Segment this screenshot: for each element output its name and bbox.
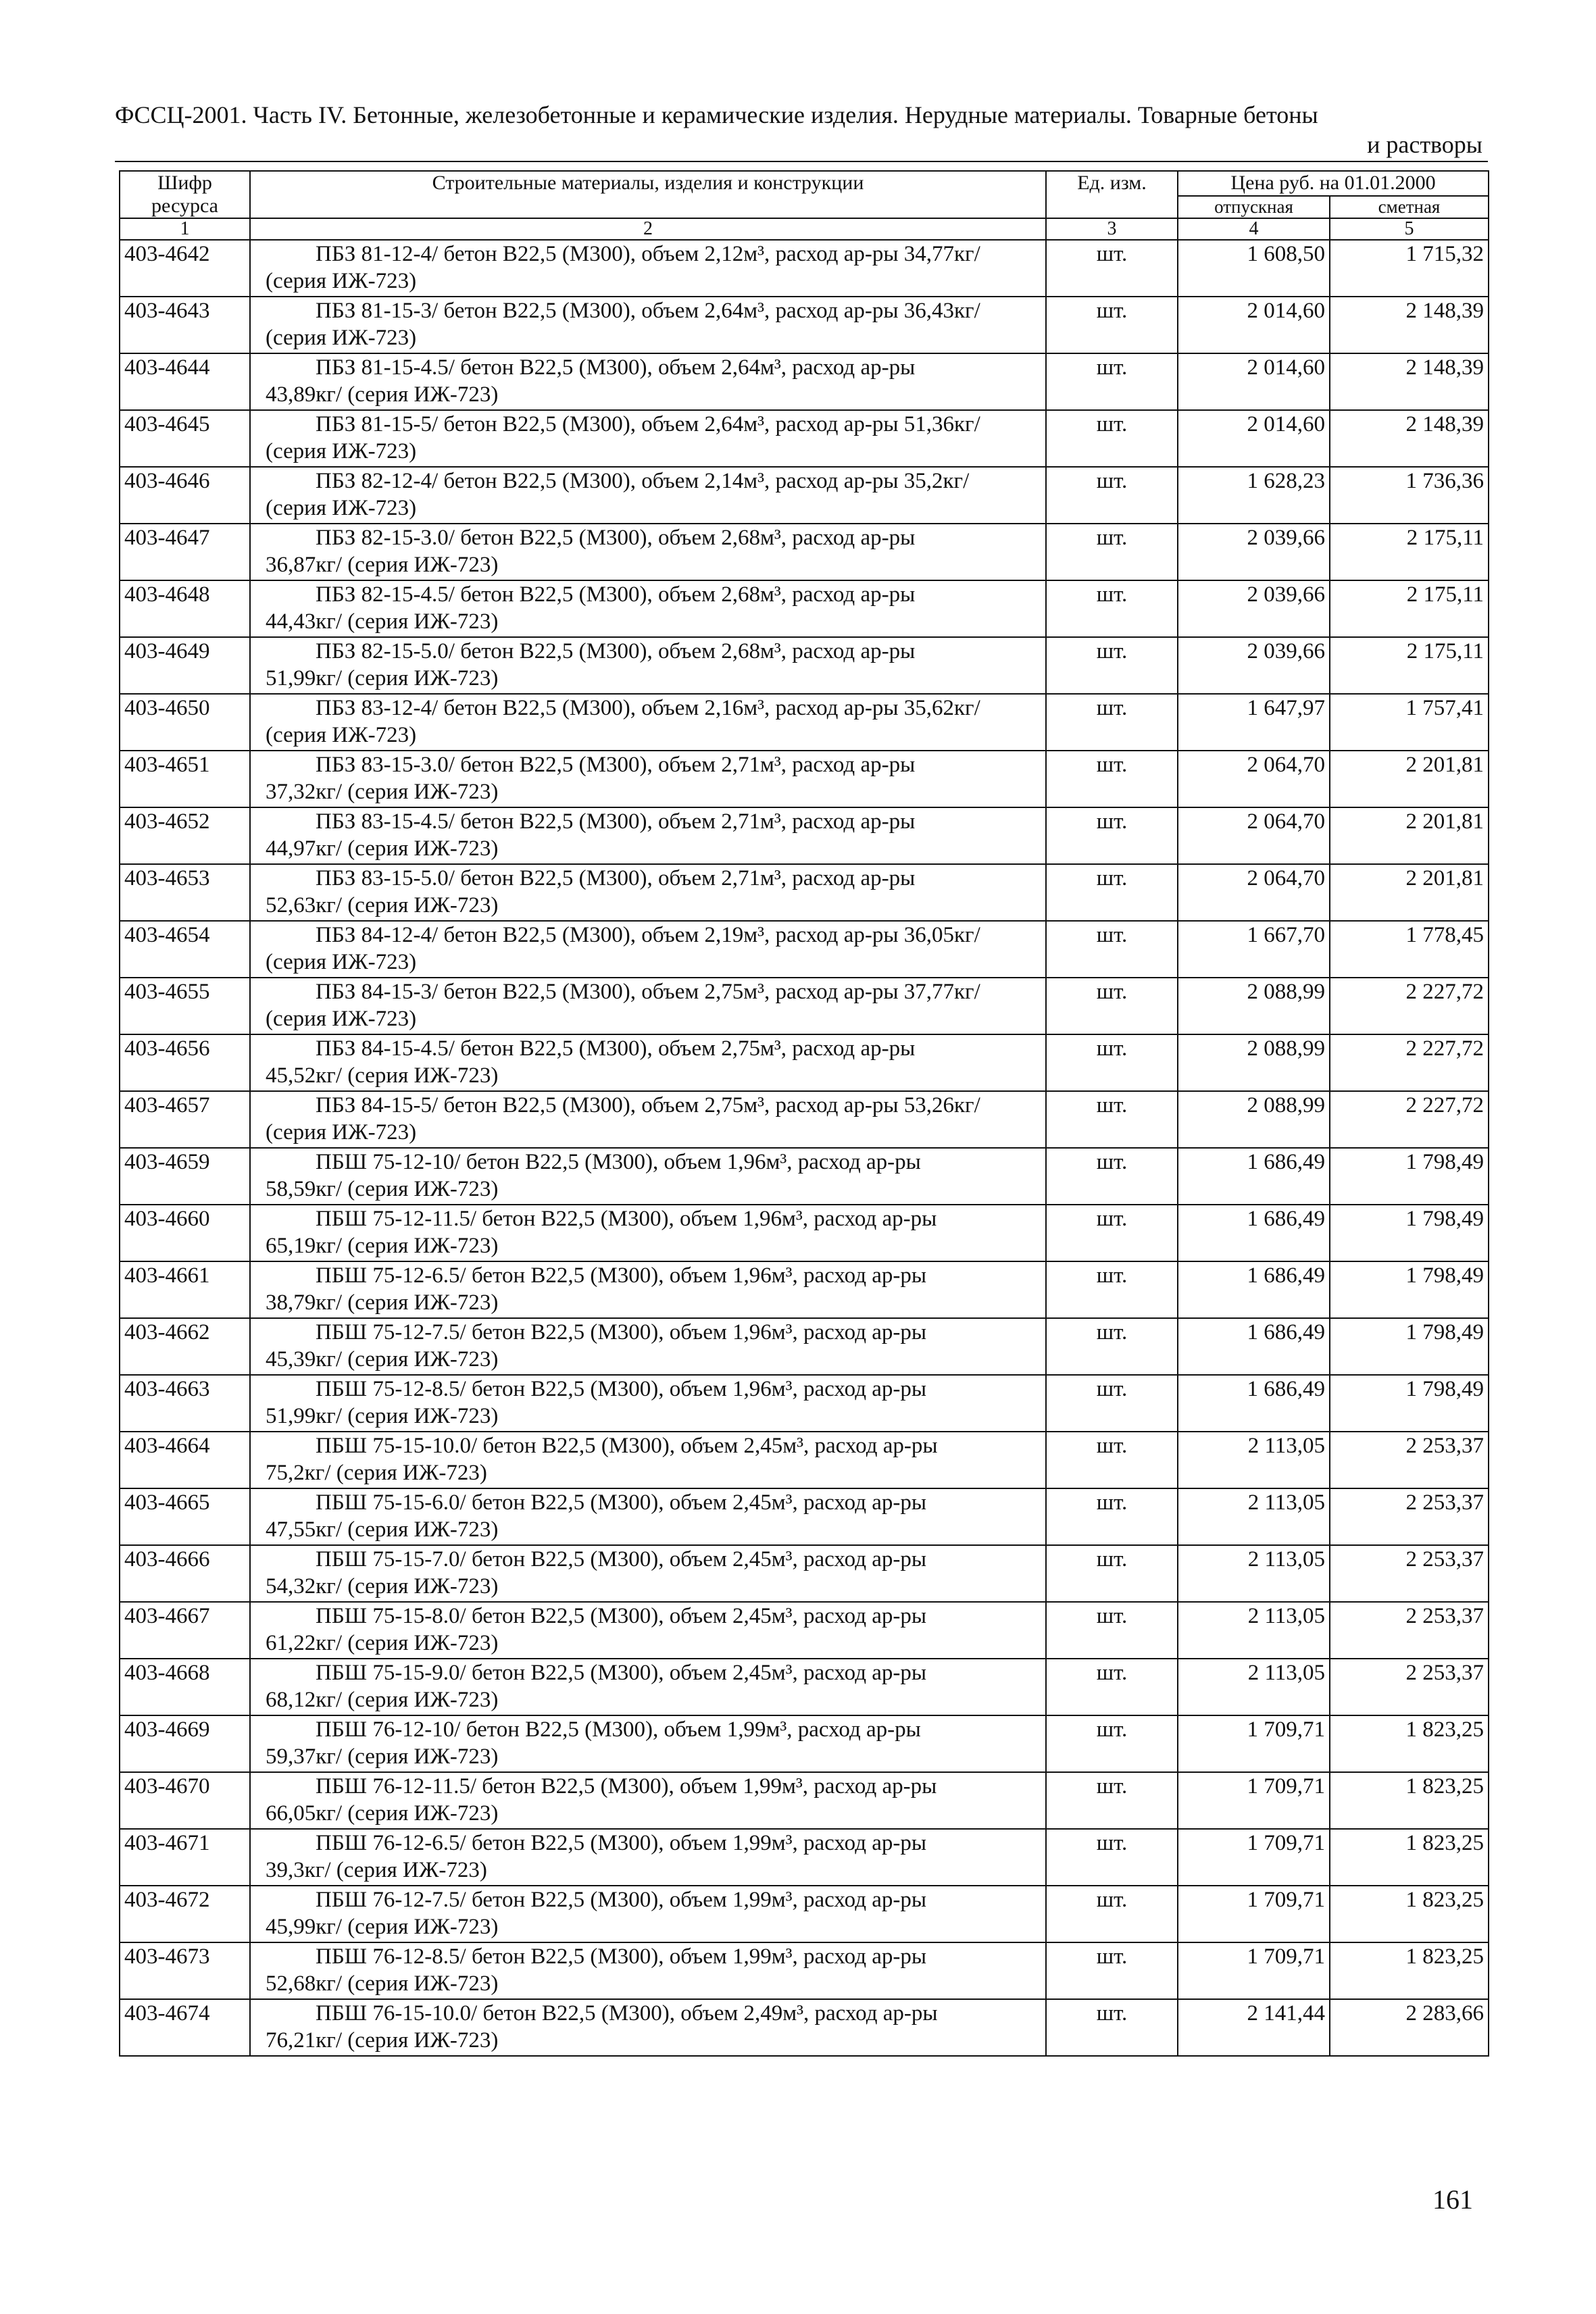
release-price: 1 709,71 xyxy=(1178,1829,1330,1886)
resource-code: 403-4664 xyxy=(120,1432,250,1488)
release-price: 2 039,66 xyxy=(1178,524,1330,580)
material-description xyxy=(250,694,1046,751)
unit: шт. xyxy=(1046,1545,1178,1602)
description-line-2: 75,2кг/ (серия ИЖ-723) xyxy=(266,1461,487,1485)
release-price: 2 141,44 xyxy=(1178,1999,1330,2056)
estimate-price: 1 778,45 xyxy=(1330,921,1489,978)
unit: шт. xyxy=(1046,1432,1178,1488)
description-line-1: ПБЗ 81-15-4.5/ бетон В22,5 (М300), объем 2,64м³, расход ар-ры xyxy=(316,355,916,380)
estimate-price: 2 148,39 xyxy=(1330,297,1489,353)
material-description xyxy=(250,1829,1046,1886)
description-line-1: ПБЗ 81-15-3/ бетон В22,5 (М300), объем 2,64м³, расход ар-ры 36,43кг/ xyxy=(316,299,980,323)
table-row xyxy=(120,1432,1489,1488)
material-description xyxy=(250,1318,1046,1375)
description-line-2: 38,79кг/ (серия ИЖ-723) xyxy=(266,1290,499,1315)
unit: шт. xyxy=(1046,1886,1178,1942)
description-line-2: 39,3кг/ (серия ИЖ-723) xyxy=(266,1858,487,1882)
description-line-2: 36,87кг/ (серия ИЖ-723) xyxy=(266,553,499,577)
material-description xyxy=(250,1772,1046,1829)
table-row xyxy=(120,921,1489,978)
release-price: 1 686,49 xyxy=(1178,1205,1330,1261)
table-row xyxy=(120,524,1489,580)
resource-code: 403-4660 xyxy=(120,1205,250,1261)
estimate-price: 2 201,81 xyxy=(1330,751,1489,807)
release-price: 1 686,49 xyxy=(1178,1261,1330,1318)
description-line-2: (серия ИЖ-723) xyxy=(266,1120,417,1145)
description-line-2: 47,55кг/ (серия ИЖ-723) xyxy=(266,1517,499,1542)
description-line-2: (серия ИЖ-723) xyxy=(266,269,417,293)
estimate-price: 2 148,39 xyxy=(1330,410,1489,467)
description-line-1: ПБШ 76-12-8.5/ бетон В22,5 (М300), объем 1,99м³, расход ар-ры xyxy=(316,1944,927,1969)
table-row xyxy=(120,637,1489,694)
material-description xyxy=(250,1375,1046,1432)
unit: шт. xyxy=(1046,297,1178,353)
unit: шт. xyxy=(1046,1829,1178,1886)
release-price: 2 088,99 xyxy=(1178,978,1330,1034)
estimate-price: 2 175,11 xyxy=(1330,580,1489,637)
description-line-1: ПБЗ 83-15-5.0/ бетон В22,5 (М300), объем 2,71м³, расход ар-ры xyxy=(316,866,916,890)
description-line-2: (серия ИЖ-723) xyxy=(266,326,417,350)
estimate-price: 2 253,37 xyxy=(1330,1659,1489,1715)
unit: шт. xyxy=(1046,1148,1178,1205)
release-price: 1 686,49 xyxy=(1178,1318,1330,1375)
estimate-price: 1 798,49 xyxy=(1330,1318,1489,1375)
table-row xyxy=(120,1205,1489,1261)
description-line-1: ПБШ 75-12-10/ бетон В22,5 (М300), объем 1,96м³, расход ар-ры xyxy=(316,1150,921,1174)
header-rule xyxy=(115,161,1488,162)
release-price: 1 608,50 xyxy=(1178,240,1330,297)
table-row xyxy=(120,353,1489,410)
description-line-2: 54,32кг/ (серия ИЖ-723) xyxy=(266,1574,499,1599)
description-line-2: 45,52кг/ (серия ИЖ-723) xyxy=(266,1063,499,1088)
release-price: 2 064,70 xyxy=(1178,864,1330,921)
unit: шт. xyxy=(1046,580,1178,637)
description-line-1: ПБШ 76-15-10.0/ бетон В22,5 (М300), объем 2,49м³, расход ар-ры xyxy=(316,2001,938,2026)
material-description xyxy=(250,580,1046,637)
resource-code: 403-4674 xyxy=(120,1999,250,2056)
description-line-1: ПБЗ 83-12-4/ бетон В22,5 (М300), объем 2,16м³, расход ар-ры 35,62кг/ xyxy=(316,696,980,720)
col-header-price-group: Цена руб. на 01.01.2000 xyxy=(1178,171,1489,196)
unit: шт. xyxy=(1046,1772,1178,1829)
estimate-price: 1 823,25 xyxy=(1330,1829,1489,1886)
page-number: 161 xyxy=(1432,2184,1473,2215)
table-row xyxy=(120,1999,1489,2056)
estimate-price: 1 798,49 xyxy=(1330,1205,1489,1261)
resource-code: 403-4645 xyxy=(120,410,250,467)
description-line-1: ПБЗ 82-15-5.0/ бетон В22,5 (М300), объем 2,68м³, расход ар-ры xyxy=(316,639,916,663)
table-row xyxy=(120,1715,1489,1772)
description-line-1: ПБШ 75-12-7.5/ бетон В22,5 (М300), объем 1,96м³, расход ар-ры xyxy=(316,1320,927,1344)
material-description xyxy=(250,467,1046,524)
table-row xyxy=(120,751,1489,807)
resource-code: 403-4657 xyxy=(120,1091,250,1148)
release-price: 1 709,71 xyxy=(1178,1772,1330,1829)
estimate-price: 1 823,25 xyxy=(1330,1886,1489,1942)
estimate-price: 2 201,81 xyxy=(1330,864,1489,921)
material-description xyxy=(250,1602,1046,1659)
col-header-code: Шифр ресурса xyxy=(120,171,250,218)
release-price: 1 628,23 xyxy=(1178,467,1330,524)
material-description xyxy=(250,1205,1046,1261)
price-table xyxy=(119,170,1489,2057)
unit: шт. xyxy=(1046,1034,1178,1091)
description-line-2: 76,21кг/ (серия ИЖ-723) xyxy=(266,2028,499,2053)
resource-code: 403-4646 xyxy=(120,467,250,524)
resource-code: 403-4647 xyxy=(120,524,250,580)
unit: шт. xyxy=(1046,1261,1178,1318)
description-line-2: 37,32кг/ (серия ИЖ-723) xyxy=(266,780,499,804)
unit: шт. xyxy=(1046,410,1178,467)
material-description xyxy=(250,807,1046,864)
resource-code: 403-4672 xyxy=(120,1886,250,1942)
resource-code: 403-4642 xyxy=(120,240,250,297)
release-price: 2 113,05 xyxy=(1178,1545,1330,1602)
unit: шт. xyxy=(1046,694,1178,751)
unit: шт. xyxy=(1046,1942,1178,1999)
description-line-1: ПБШ 75-15-6.0/ бетон В22,5 (М300), объем 2,45м³, расход ар-ры xyxy=(316,1490,927,1515)
resource-code: 403-4651 xyxy=(120,751,250,807)
description-line-1: ПБЗ 84-15-5/ бетон В22,5 (М300), объем 2,75м³, расход ар-ры 53,26кг/ xyxy=(316,1093,980,1117)
col-header-materials: Строительные материалы, изделия и конструкции xyxy=(250,171,1046,218)
description-line-2: 43,89кг/ (серия ИЖ-723) xyxy=(266,382,499,407)
unit: шт. xyxy=(1046,1999,1178,2056)
unit: шт. xyxy=(1046,524,1178,580)
description-line-2: 44,97кг/ (серия ИЖ-723) xyxy=(266,836,499,861)
release-price: 1 647,97 xyxy=(1178,694,1330,751)
material-description xyxy=(250,978,1046,1034)
release-price: 2 014,60 xyxy=(1178,353,1330,410)
table-row xyxy=(120,1375,1489,1432)
resource-code: 403-4662 xyxy=(120,1318,250,1375)
description-line-2: 52,68кг/ (серия ИЖ-723) xyxy=(266,1971,499,1996)
unit: шт. xyxy=(1046,807,1178,864)
estimate-price: 2 253,37 xyxy=(1330,1545,1489,1602)
resource-code: 403-4654 xyxy=(120,921,250,978)
material-description xyxy=(250,1148,1046,1205)
release-price: 1 686,49 xyxy=(1178,1375,1330,1432)
description-line-1: ПБЗ 84-15-3/ бетон В22,5 (М300), объем 2,75м³, расход ар-ры 37,77кг/ xyxy=(316,980,980,1004)
col-number-3: 3 xyxy=(1046,218,1178,240)
unit: шт. xyxy=(1046,1091,1178,1148)
table-row xyxy=(120,1261,1489,1318)
resource-code: 403-4643 xyxy=(120,297,250,353)
estimate-price: 2 253,37 xyxy=(1330,1488,1489,1545)
table-row xyxy=(120,1772,1489,1829)
material-description xyxy=(250,1659,1046,1715)
description-line-2: 68,12кг/ (серия ИЖ-723) xyxy=(266,1688,499,1712)
description-line-1: ПБЗ 83-15-4.5/ бетон В22,5 (М300), объем 2,71м³, расход ар-ры xyxy=(316,809,916,834)
description-line-1: ПБШ 76-12-7.5/ бетон В22,5 (М300), объем 1,99м³, расход ар-ры xyxy=(316,1888,927,1912)
table-row xyxy=(120,864,1489,921)
estimate-price: 1 798,49 xyxy=(1330,1375,1489,1432)
resource-code: 403-4650 xyxy=(120,694,250,751)
description-line-1: ПБШ 76-12-10/ бетон В22,5 (М300), объем 1,99м³, расход ар-ры xyxy=(316,1717,921,1742)
table-row xyxy=(120,410,1489,467)
material-description xyxy=(250,1886,1046,1942)
unit: шт. xyxy=(1046,921,1178,978)
description-line-2: 45,39кг/ (серия ИЖ-723) xyxy=(266,1347,499,1372)
material-description xyxy=(250,864,1046,921)
description-line-1: ПБЗ 81-15-5/ бетон В22,5 (М300), объем 2,64м³, расход ар-ры 51,36кг/ xyxy=(316,412,980,436)
release-price: 2 039,66 xyxy=(1178,580,1330,637)
description-line-1: ПБЗ 84-15-4.5/ бетон В22,5 (М300), объем 2,75м³, расход ар-ры xyxy=(316,1036,916,1061)
description-line-1: ПБЗ 82-12-4/ бетон В22,5 (М300), объем 2,14м³, расход ар-ры 35,2кг/ xyxy=(316,469,970,493)
description-line-2: 58,59кг/ (серия ИЖ-723) xyxy=(266,1177,499,1201)
estimate-price: 1 823,25 xyxy=(1330,1715,1489,1772)
material-description xyxy=(250,1715,1046,1772)
material-description xyxy=(250,921,1046,978)
resource-code: 403-4659 xyxy=(120,1148,250,1205)
resource-code: 403-4648 xyxy=(120,580,250,637)
material-description xyxy=(250,1942,1046,1999)
material-description xyxy=(250,1999,1046,2056)
table-row xyxy=(120,1942,1489,1999)
release-price: 2 088,99 xyxy=(1178,1034,1330,1091)
material-description xyxy=(250,297,1046,353)
release-price: 1 709,71 xyxy=(1178,1942,1330,1999)
description-line-1: ПБШ 75-15-7.0/ бетон В22,5 (М300), объем 2,45м³, расход ар-ры xyxy=(316,1547,927,1571)
table-row xyxy=(120,1148,1489,1205)
table-row xyxy=(120,467,1489,524)
description-line-1: ПБШ 75-12-8.5/ бетон В22,5 (М300), объем 1,96м³, расход ар-ры xyxy=(316,1377,927,1401)
table-row xyxy=(120,1091,1489,1148)
resource-code: 403-4653 xyxy=(120,864,250,921)
col-header-estimate-price: сметная xyxy=(1330,196,1489,218)
unit: шт. xyxy=(1046,1375,1178,1432)
resource-code: 403-4649 xyxy=(120,637,250,694)
estimate-price: 2 253,37 xyxy=(1330,1432,1489,1488)
table-row xyxy=(120,1829,1489,1886)
description-line-1: ПБШ 75-12-6.5/ бетон В22,5 (М300), объем 1,96м³, расход ар-ры xyxy=(316,1263,927,1288)
resource-code: 403-4671 xyxy=(120,1829,250,1886)
description-line-1: ПБЗ 81-12-4/ бетон В22,5 (М300), объем 2,12м³, расход ар-ры 34,77кг/ xyxy=(316,242,980,266)
estimate-price: 2 227,72 xyxy=(1330,978,1489,1034)
estimate-price: 2 175,11 xyxy=(1330,524,1489,580)
table-row xyxy=(120,1545,1489,1602)
table-row xyxy=(120,240,1489,297)
col-number-4: 4 xyxy=(1178,218,1330,240)
release-price: 2 113,05 xyxy=(1178,1602,1330,1659)
estimate-price: 1 715,32 xyxy=(1330,240,1489,297)
unit: шт. xyxy=(1046,751,1178,807)
description-line-2: 45,99кг/ (серия ИЖ-723) xyxy=(266,1915,499,1939)
resource-code: 403-4656 xyxy=(120,1034,250,1091)
release-price: 2 014,60 xyxy=(1178,297,1330,353)
description-line-1: ПБШ 75-15-9.0/ бетон В22,5 (М300), объем 2,45м³, расход ар-ры xyxy=(316,1661,927,1685)
description-line-2: (серия ИЖ-723) xyxy=(266,950,417,974)
release-price: 1 686,49 xyxy=(1178,1148,1330,1205)
material-description xyxy=(250,1261,1046,1318)
col-header-unit: Ед. изм. xyxy=(1046,171,1178,218)
description-line-1: ПБШ 75-15-8.0/ бетон В22,5 (М300), объем 2,45м³, расход ар-ры xyxy=(316,1604,927,1628)
material-description xyxy=(250,1091,1046,1148)
col-number-1: 1 xyxy=(120,218,250,240)
unit: шт. xyxy=(1046,1488,1178,1545)
resource-code: 403-4644 xyxy=(120,353,250,410)
table-row xyxy=(120,580,1489,637)
description-line-1: ПБЗ 83-15-3.0/ бетон В22,5 (М300), объем 2,71м³, расход ар-ры xyxy=(316,753,916,777)
unit: шт. xyxy=(1046,240,1178,297)
resource-code: 403-4655 xyxy=(120,978,250,1034)
unit: шт. xyxy=(1046,864,1178,921)
estimate-price: 1 798,49 xyxy=(1330,1148,1489,1205)
table-row xyxy=(120,1318,1489,1375)
description-line-1: ПБШ 76-12-11.5/ бетон В22,5 (М300), объем 1,99м³, расход ар-ры xyxy=(316,1774,937,1799)
estimate-price: 2 253,37 xyxy=(1330,1602,1489,1659)
material-description xyxy=(250,410,1046,467)
unit: шт. xyxy=(1046,1318,1178,1375)
description-line-2: (серия ИЖ-723) xyxy=(266,1007,417,1031)
description-line-2: 66,05кг/ (серия ИЖ-723) xyxy=(266,1801,499,1826)
estimate-price: 2 148,39 xyxy=(1330,353,1489,410)
release-price: 2 088,99 xyxy=(1178,1091,1330,1148)
material-description xyxy=(250,751,1046,807)
header-line-2: и растворы xyxy=(1367,131,1482,158)
release-price: 2 064,70 xyxy=(1178,751,1330,807)
estimate-price: 1 798,49 xyxy=(1330,1261,1489,1318)
estimate-price: 2 227,72 xyxy=(1330,1034,1489,1091)
description-line-2: 61,22кг/ (серия ИЖ-723) xyxy=(266,1631,499,1655)
release-price: 1 709,71 xyxy=(1178,1886,1330,1942)
material-description xyxy=(250,353,1046,410)
table-row xyxy=(120,694,1489,751)
material-description xyxy=(250,524,1046,580)
table-row xyxy=(120,1886,1489,1942)
material-description xyxy=(250,1034,1046,1091)
release-price: 2 014,60 xyxy=(1178,410,1330,467)
material-description xyxy=(250,1545,1046,1602)
description-line-1: ПБЗ 82-15-3.0/ бетон В22,5 (М300), объем 2,68м³, расход ар-ры xyxy=(316,526,916,550)
resource-code: 403-4673 xyxy=(120,1942,250,1999)
resource-code: 403-4661 xyxy=(120,1261,250,1318)
description-line-2: (серия ИЖ-723) xyxy=(266,439,417,463)
unit: шт. xyxy=(1046,467,1178,524)
release-price: 2 064,70 xyxy=(1178,807,1330,864)
resource-code: 403-4663 xyxy=(120,1375,250,1432)
resource-code: 403-4665 xyxy=(120,1488,250,1545)
description-line-2: (серия ИЖ-723) xyxy=(266,723,417,747)
description-line-2: 51,99кг/ (серия ИЖ-723) xyxy=(266,666,499,690)
estimate-price: 2 283,66 xyxy=(1330,1999,1489,2056)
material-description xyxy=(250,637,1046,694)
description-line-2: 51,99кг/ (серия ИЖ-723) xyxy=(266,1404,499,1428)
unit: шт. xyxy=(1046,637,1178,694)
estimate-price: 1 757,41 xyxy=(1330,694,1489,751)
estimate-price: 2 175,11 xyxy=(1330,637,1489,694)
estimate-price: 1 736,36 xyxy=(1330,467,1489,524)
unit: шт. xyxy=(1046,1602,1178,1659)
resource-code: 403-4667 xyxy=(120,1602,250,1659)
unit: шт. xyxy=(1046,1659,1178,1715)
description-line-1: ПБШ 75-15-10.0/ бетон В22,5 (М300), объем 2,45м³, расход ар-ры xyxy=(316,1434,938,1458)
table-row xyxy=(120,297,1489,353)
description-line-2: 59,37кг/ (серия ИЖ-723) xyxy=(266,1744,499,1769)
resource-code: 403-4669 xyxy=(120,1715,250,1772)
description-line-1: ПБШ 75-12-11.5/ бетон В22,5 (М300), объем 1,96м³, расход ар-ры xyxy=(316,1207,937,1231)
table-row xyxy=(120,1034,1489,1091)
table-row xyxy=(120,807,1489,864)
page-header xyxy=(115,100,1487,159)
resource-code: 403-4652 xyxy=(120,807,250,864)
estimate-price: 2 227,72 xyxy=(1330,1091,1489,1148)
description-line-1: ПБЗ 82-15-4.5/ бетон В22,5 (М300), объем 2,68м³, расход ар-ры xyxy=(316,582,916,607)
col-number-2: 2 xyxy=(250,218,1046,240)
resource-code: 403-4666 xyxy=(120,1545,250,1602)
release-price: 2 113,05 xyxy=(1178,1488,1330,1545)
material-description xyxy=(250,240,1046,297)
estimate-price: 1 823,25 xyxy=(1330,1772,1489,1829)
unit: шт. xyxy=(1046,978,1178,1034)
release-price: 2 039,66 xyxy=(1178,637,1330,694)
estimate-price: 2 201,81 xyxy=(1330,807,1489,864)
release-price: 1 667,70 xyxy=(1178,921,1330,978)
resource-code: 403-4668 xyxy=(120,1659,250,1715)
table-row xyxy=(120,1602,1489,1659)
material-description xyxy=(250,1432,1046,1488)
description-line-2: 65,19кг/ (серия ИЖ-723) xyxy=(266,1234,499,1258)
resource-code: 403-4670 xyxy=(120,1772,250,1829)
header-line-1: ФССЦ-2001. Часть IV. Бетонные, железобетонные и керамические изделия. Нерудные материалы. Товарные бетоны xyxy=(115,101,1318,128)
description-line-2: (серия ИЖ-723) xyxy=(266,496,417,520)
release-price: 1 709,71 xyxy=(1178,1715,1330,1772)
description-line-1: ПБЗ 84-12-4/ бетон В22,5 (М300), объем 2,19м³, расход ар-ры 36,05кг/ xyxy=(316,923,980,947)
estimate-price: 1 823,25 xyxy=(1330,1942,1489,1999)
release-price: 2 113,05 xyxy=(1178,1432,1330,1488)
unit: шт. xyxy=(1046,1715,1178,1772)
description-line-2: 44,43кг/ (серия ИЖ-723) xyxy=(266,609,499,634)
description-line-1: ПБШ 76-12-6.5/ бетон В22,5 (М300), объем 1,99м³, расход ар-ры xyxy=(316,1831,927,1855)
table-row xyxy=(120,1659,1489,1715)
col-number-5: 5 xyxy=(1330,218,1489,240)
table-row xyxy=(120,1488,1489,1545)
release-price: 2 113,05 xyxy=(1178,1659,1330,1715)
unit: шт. xyxy=(1046,1205,1178,1261)
table-row xyxy=(120,978,1489,1034)
material-description xyxy=(250,1488,1046,1545)
unit: шт. xyxy=(1046,353,1178,410)
description-line-2: 52,63кг/ (серия ИЖ-723) xyxy=(266,893,499,917)
col-header-release-price: отпускная xyxy=(1178,196,1330,218)
